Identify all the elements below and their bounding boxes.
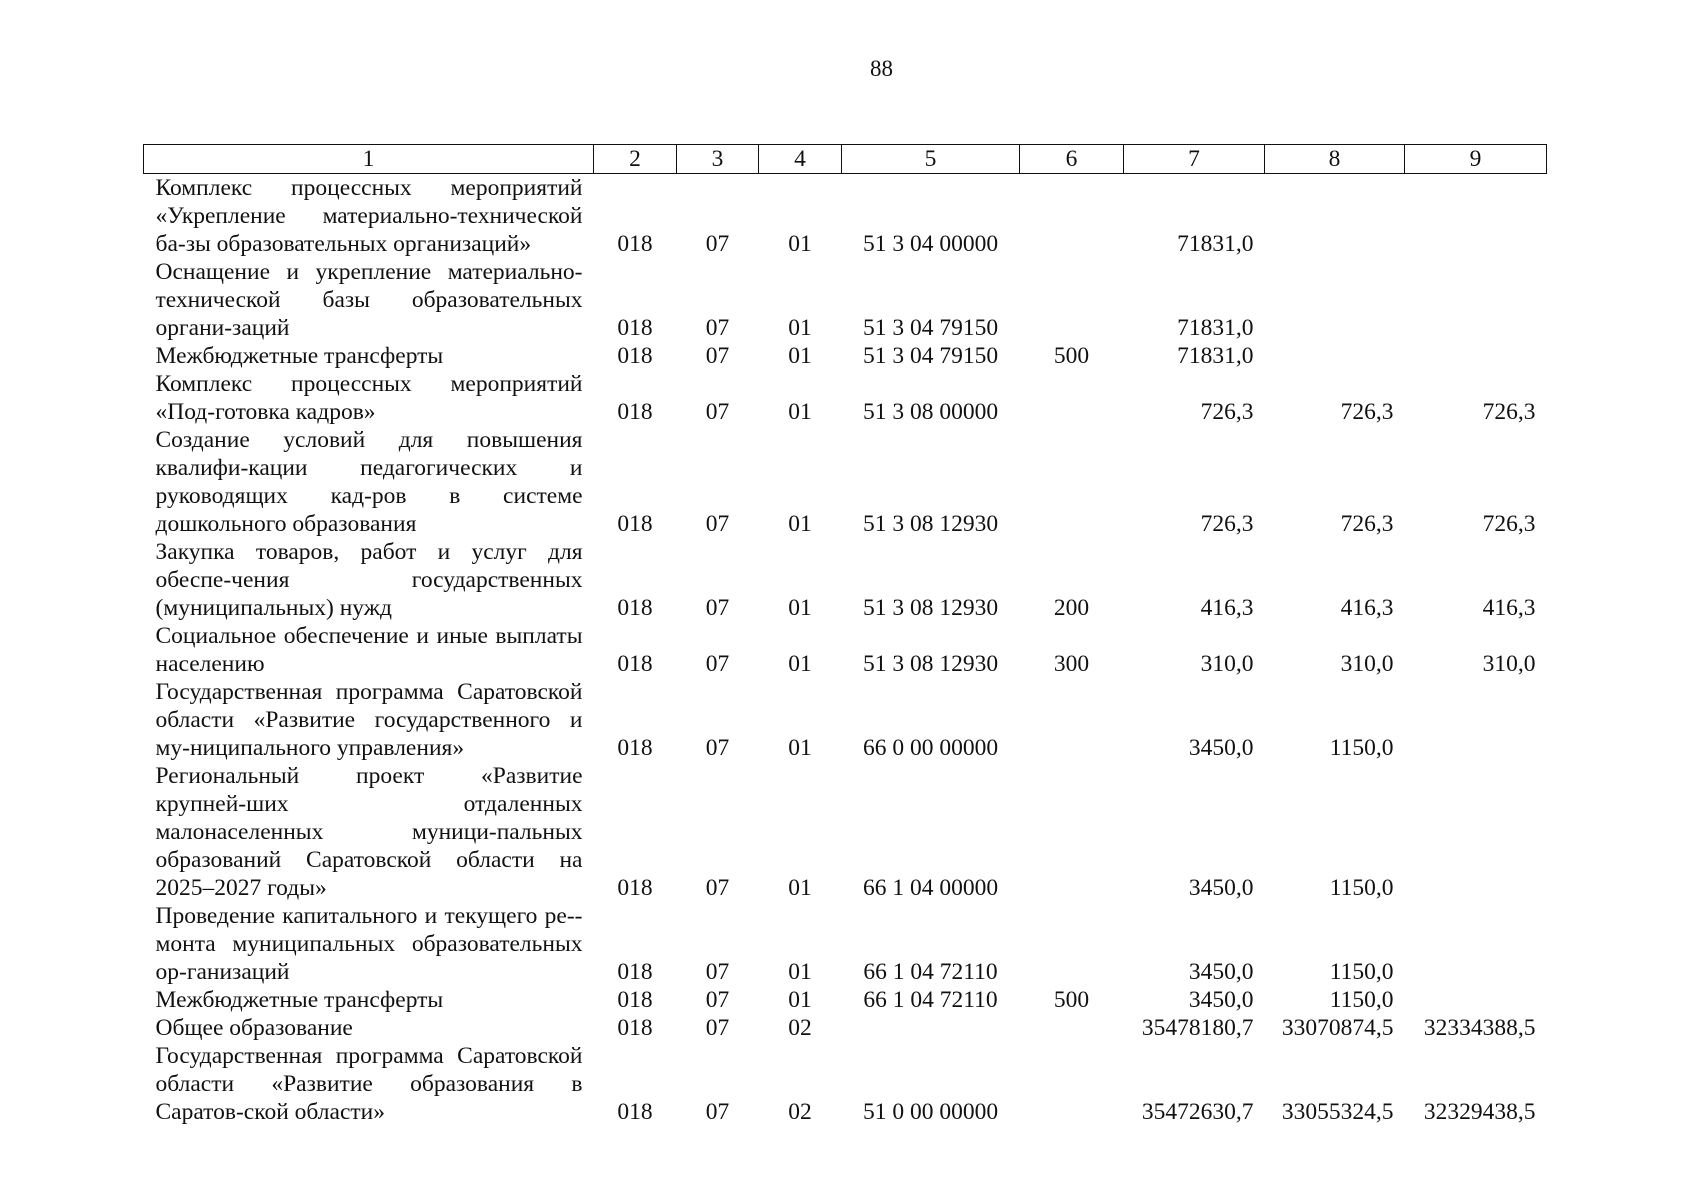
row-name: Межбюджетные трансферты <box>155 343 444 369</box>
row-amount-col7: 71831,0 <box>1177 343 1254 369</box>
row-section-code: 07 <box>705 1015 730 1041</box>
row-expense-type <box>1020 1042 1124 1126</box>
table-row <box>144 538 1547 622</box>
row-ministry-code: 018 <box>617 735 653 761</box>
row-amount-col9 <box>1405 342 1547 370</box>
row-ministry-code: 018 <box>617 231 653 257</box>
table-row <box>144 174 1547 259</box>
column-header: 8 <box>1265 145 1405 174</box>
row-amount-col8: 33055324,5 <box>1281 1099 1394 1125</box>
row-amount-col7: 3450,0 <box>1188 875 1254 901</box>
table-row <box>144 370 1547 426</box>
column-header: 4 <box>759 145 842 174</box>
table-row <box>144 426 1547 538</box>
column-header: 1 <box>144 145 594 174</box>
row-subsection-code: 01 <box>788 959 812 985</box>
row-amount-col8 <box>1265 174 1405 259</box>
row-expense-type <box>1020 678 1124 762</box>
row-target-article: 51 3 04 79150 <box>862 315 999 341</box>
row-name: Закупка товаров, работ и услуг для обеспе-чения государственных (муниципальных) нужд <box>155 539 583 621</box>
header-row <box>144 145 1547 174</box>
row-amount-col8: 416,3 <box>1340 595 1394 621</box>
row-section-code: 07 <box>705 651 730 677</box>
row-target-article: 51 3 08 12930 <box>862 595 999 621</box>
row-amount-col7: 71831,0 <box>1177 315 1254 341</box>
row-expense-type <box>1020 1014 1124 1042</box>
row-amount-col7: 3450,0 <box>1188 735 1254 761</box>
row-section-code: 07 <box>705 231 730 257</box>
row-expense-type <box>1020 258 1124 342</box>
row-ministry-code: 018 <box>617 1099 653 1125</box>
row-amount-col7: 310,0 <box>1200 651 1254 677</box>
row-amount-col8: 1150,0 <box>1329 875 1394 901</box>
row-section-code: 07 <box>705 1099 730 1125</box>
row-amount-col7: 3450,0 <box>1188 959 1254 985</box>
row-section-code: 07 <box>705 875 730 901</box>
row-expense-type <box>1020 174 1124 259</box>
column-header: 5 <box>842 145 1020 174</box>
row-amount-col8: 726,3 <box>1340 399 1394 425</box>
row-target-article: 51 0 00 00000 <box>862 1099 999 1125</box>
row-expense-type: 500 <box>1053 987 1090 1013</box>
column-header: 3 <box>677 145 759 174</box>
table-row <box>144 986 1547 1014</box>
table-row <box>144 1014 1547 1042</box>
row-name: Оснащение и укрепление материально-технической базы образовательных органи-заций <box>155 259 583 341</box>
row-ministry-code: 018 <box>617 399 653 425</box>
row-name: Проведение капитального и текущего ре-монта муниципальных образовательных ор-ганизаций <box>155 903 583 985</box>
row-amount-col8: 33070874,5 <box>1281 1015 1394 1041</box>
row-amount-col8: 1150,0 <box>1329 987 1394 1013</box>
row-amount-col9 <box>1405 678 1547 762</box>
row-subsection-code: 01 <box>788 231 812 257</box>
row-amount-col7: 35478180,7 <box>1141 1015 1254 1041</box>
row-ministry-code: 018 <box>617 595 653 621</box>
row-amount-col8 <box>1265 342 1405 370</box>
row-name: Государственная программа Саратовской области «Развитие государственного и му-ниципального управления» <box>155 679 583 761</box>
table-header <box>144 145 1547 174</box>
table-row <box>144 622 1547 678</box>
row-target-article: 51 3 08 12930 <box>862 651 999 677</box>
row-name: Создание условий для повышения квалифи-кации педагогических и руководящих кад-ров в системе дошкольного образования <box>155 427 583 537</box>
row-ministry-code: 018 <box>617 315 653 341</box>
row-ministry-code: 018 <box>617 651 653 677</box>
row-amount-col9: 416,3 <box>1482 595 1536 621</box>
row-section-code: 07 <box>705 595 730 621</box>
row-amount-col7: 35472630,7 <box>1141 1099 1254 1125</box>
row-subsection-code: 02 <box>788 1015 812 1041</box>
row-target-article: 66 1 04 00000 <box>862 875 999 901</box>
column-header: 9 <box>1405 145 1547 174</box>
row-name: Комплекс процессных мероприятий «Укрепление материально-технической ба-зы образовательных организаций» <box>155 175 583 257</box>
table-row <box>144 762 1547 902</box>
row-amount-col7: 416,3 <box>1200 595 1254 621</box>
row-section-code: 07 <box>705 987 730 1013</box>
row-expense-type <box>1020 762 1124 902</box>
row-amount-col9: 32334388,5 <box>1423 1015 1536 1041</box>
row-amount-col9: 310,0 <box>1482 651 1536 677</box>
row-section-code: 07 <box>705 959 730 985</box>
row-expense-type <box>1020 370 1124 426</box>
row-amount-col7: 726,3 <box>1200 399 1254 425</box>
row-section-code: 07 <box>705 735 730 761</box>
row-ministry-code: 018 <box>617 343 653 369</box>
row-name: Общее образование <box>155 1015 353 1041</box>
row-target-article: 51 3 04 00000 <box>862 231 999 257</box>
table-row <box>144 342 1547 370</box>
row-expense-type: 500 <box>1053 343 1090 369</box>
column-header: 7 <box>1124 145 1265 174</box>
row-amount-col9 <box>1405 258 1547 342</box>
row-ministry-code: 018 <box>617 1015 653 1041</box>
table-row <box>144 1042 1547 1126</box>
row-amount-col8 <box>1265 258 1405 342</box>
row-name: Межбюджетные трансферты <box>155 987 444 1013</box>
row-subsection-code: 01 <box>788 735 812 761</box>
row-target-article: 51 3 08 12930 <box>862 511 999 537</box>
row-section-code: 07 <box>705 399 730 425</box>
row-target-article: 51 3 08 00000 <box>862 399 999 425</box>
row-amount-col9 <box>1405 174 1547 259</box>
column-header: 2 <box>594 145 677 174</box>
row-amount-col9 <box>1405 902 1547 986</box>
row-target-article: 51 3 04 79150 <box>862 343 999 369</box>
row-name: Государственная программа Саратовской области «Развитие образования в Саратов-ской области» <box>155 1043 583 1125</box>
table-row <box>144 258 1547 342</box>
row-amount-col9 <box>1405 762 1547 902</box>
row-subsection-code: 02 <box>788 1099 812 1125</box>
column-header: 6 <box>1020 145 1124 174</box>
row-ministry-code: 018 <box>617 875 653 901</box>
row-expense-type <box>1020 426 1124 538</box>
row-amount-col9: 726,3 <box>1482 511 1536 537</box>
row-amount-col7: 726,3 <box>1200 511 1254 537</box>
row-expense-type <box>1020 902 1124 986</box>
row-amount-col9: 726,3 <box>1482 399 1536 425</box>
row-subsection-code: 01 <box>788 511 812 537</box>
row-target-article: 66 0 00 00000 <box>862 735 999 761</box>
row-amount-col9: 32329438,5 <box>1423 1099 1536 1125</box>
row-subsection-code: 01 <box>788 987 812 1013</box>
row-target-article: 66 1 04 72110 <box>863 959 998 985</box>
row-subsection-code: 01 <box>788 315 812 341</box>
row-ministry-code: 018 <box>617 511 653 537</box>
row-expense-type: 300 <box>1053 651 1090 677</box>
row-amount-col7: 71831,0 <box>1177 231 1254 257</box>
row-name: Региональный проект «Развитие крупней-ших отдаленных малонаселенных муници-пальных образований Саратовской области на 2025–2027 годы» <box>155 763 583 901</box>
row-section-code: 07 <box>705 315 730 341</box>
row-expense-type: 200 <box>1053 595 1090 621</box>
row-section-code: 07 <box>705 343 730 369</box>
table-row <box>144 678 1547 762</box>
row-amount-col8: 726,3 <box>1340 511 1394 537</box>
row-target-article: 66 1 04 72110 <box>863 987 998 1013</box>
table-row <box>144 902 1547 986</box>
budget-table <box>143 144 1547 1126</box>
row-target-article <box>842 1014 1020 1042</box>
table-body <box>144 174 1547 1127</box>
row-name: Комплекс процессных мероприятий «Под-готовка кадров» <box>155 371 583 425</box>
row-subsection-code: 01 <box>788 399 812 425</box>
row-amount-col7: 3450,0 <box>1188 987 1254 1013</box>
row-amount-col9 <box>1405 986 1547 1014</box>
row-ministry-code: 018 <box>617 959 653 985</box>
row-amount-col8: 1150,0 <box>1329 735 1394 761</box>
row-amount-col8: 1150,0 <box>1329 959 1394 985</box>
page-number: 88 <box>870 56 893 81</box>
row-subsection-code: 01 <box>788 651 812 677</box>
row-name: Социальное обеспечение и иные выплаты населению <box>155 623 583 677</box>
row-subsection-code: 01 <box>788 595 812 621</box>
row-subsection-code: 01 <box>788 875 812 901</box>
row-ministry-code: 018 <box>617 987 653 1013</box>
row-amount-col8: 310,0 <box>1340 651 1394 677</box>
row-subsection-code: 01 <box>788 343 812 369</box>
row-section-code: 07 <box>705 511 730 537</box>
